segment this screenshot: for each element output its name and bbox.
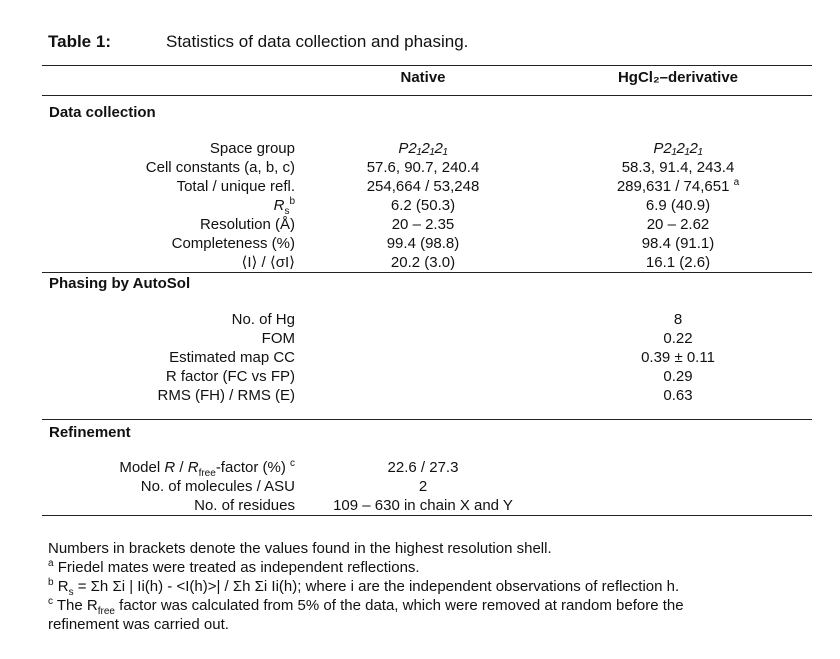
row-label-total-unique: Total / unique refl.: [176, 178, 295, 195]
table-label: Table 1:: [48, 32, 111, 51]
row-label-i-sigma: ⟨I⟩ / ⟨σI⟩: [241, 254, 295, 271]
column-header-native: Native: [400, 69, 446, 86]
table-caption: [48, 32, 468, 52]
row-label-cell-constants: Cell constants (a, b, c): [145, 159, 295, 176]
footnote-a-mark: a: [48, 558, 54, 569]
cell-derivative-no-hg: 8: [673, 311, 683, 328]
section-data-collection: Data collection: [49, 104, 156, 121]
row-label-completeness: Completeness (%): [171, 235, 295, 252]
cell-native-cell-constants: 57.6, 90.7, 240.4: [366, 159, 480, 176]
cell-native-i-sigma: 20.2 (3.0): [390, 254, 456, 271]
section-phasing: Phasing by AutoSol: [49, 275, 191, 292]
row-label-map-cc: Estimated map CC: [169, 349, 295, 366]
cell-derivative-space-group: P2₁2₁2₁: [653, 140, 703, 157]
top-rule: [42, 65, 812, 66]
cell-derivative-fom: 0.22: [663, 330, 693, 347]
row-label-resolution: Resolution (Å): [199, 216, 295, 233]
row-label-r-factor: R factor (FC vs FP): [165, 368, 295, 385]
cell-native-completeness: 99.4 (98.8): [386, 235, 460, 252]
row-label-space-group: Space group: [209, 140, 295, 157]
rs-subscript: s: [284, 206, 290, 217]
cell-derivative-rs: 6.9 (40.9): [645, 197, 711, 214]
model-r-prefix: Model: [119, 459, 165, 476]
footnote-b-r: R: [53, 578, 69, 595]
cell-derivative-rms: 0.63: [663, 387, 693, 404]
model-r-suffix: -factor (%): [215, 459, 286, 476]
section-rule-refinement: [42, 419, 812, 420]
section-refinement: Refinement: [49, 424, 131, 441]
cell-native-residues: 109 – 630 in chain X and Y: [333, 497, 513, 514]
row-label-rms: RMS (FH) / RMS (E): [157, 387, 295, 404]
footnote-mark-a: a: [733, 177, 740, 188]
cell-native-total-unique: 254,664 / 53,248: [366, 178, 480, 195]
cell-native-molecules: 2: [418, 478, 428, 495]
column-header-derivative: HgCl₂–derivative: [617, 69, 739, 86]
model-rfree-subscript: free: [198, 468, 216, 479]
model-r-footnote-mark: c: [290, 458, 295, 469]
cell-derivative-completeness: 98.4 (91.1): [641, 235, 715, 252]
footnote-a-text: Friedel mates were treated as independent reflections.: [53, 559, 420, 576]
cell-derivative-map-cc: 0.39 ± 0.11: [641, 349, 715, 366]
rs-symbol: R: [273, 197, 285, 214]
row-label-residues: No. of residues: [194, 497, 295, 514]
cell-derivative-total-unique: [558, 178, 798, 196]
section-rule-phasing: [42, 272, 812, 273]
row-label-molecules: No. of molecules / ASU: [140, 478, 295, 495]
header-rule: [42, 95, 812, 96]
footnote-c-sub: free: [97, 606, 115, 617]
derivative-total-unique-value: 289,631 / 74,651: [616, 178, 730, 195]
cell-derivative-cell-constants: 58.3, 91.4, 243.4: [621, 159, 735, 176]
footnote-c-mark: c: [48, 596, 53, 607]
bottom-rule: [42, 515, 812, 516]
row-label-fom: FOM: [261, 330, 295, 347]
footnote-c: [48, 597, 684, 615]
cell-native-resolution: 20 – 2.35: [391, 216, 455, 233]
footnote-b: [48, 578, 679, 596]
table-title: Statistics of data collection and phasing.: [166, 32, 469, 51]
cell-derivative-r-factor: 0.29: [663, 368, 693, 385]
footnote-a: [48, 559, 420, 577]
footnote-b-mark: b: [48, 577, 54, 588]
footnote-c-text: factor was calculated from 5% of the data, which were removed at random before the: [114, 597, 684, 614]
footnote-brackets: Numbers in brackets denote the values found in the highest resolution shell.: [48, 540, 552, 557]
row-label-no-hg: No. of Hg: [231, 311, 295, 328]
footnote-b-sub: s: [68, 587, 74, 598]
rs-footnote-mark: b: [289, 196, 295, 207]
cell-native-rs: 6.2 (50.3): [390, 197, 456, 214]
cell-derivative-i-sigma: 16.1 (2.6): [645, 254, 711, 271]
model-rfree-symbol: R: [187, 459, 199, 476]
cell-native-model-r: 22.6 / 27.3: [387, 459, 459, 476]
row-label-rs: [35, 197, 295, 215]
model-r-slash: /: [175, 459, 188, 476]
cell-derivative-resolution: 20 – 2.62: [646, 216, 710, 233]
footnote-c-line2: refinement was carried out.: [48, 616, 229, 633]
row-label-model-r: [35, 459, 295, 477]
cell-native-space-group: P2₁2₁2₁: [398, 140, 448, 157]
footnote-c-r: The R: [53, 597, 98, 614]
model-r-symbol: R: [164, 459, 176, 476]
footnote-b-formula: = Σh Σi | Ii(h) - <I(h)>| / Σh Σi Ii(h); where i are the independent observations of reflection h.: [73, 578, 680, 595]
